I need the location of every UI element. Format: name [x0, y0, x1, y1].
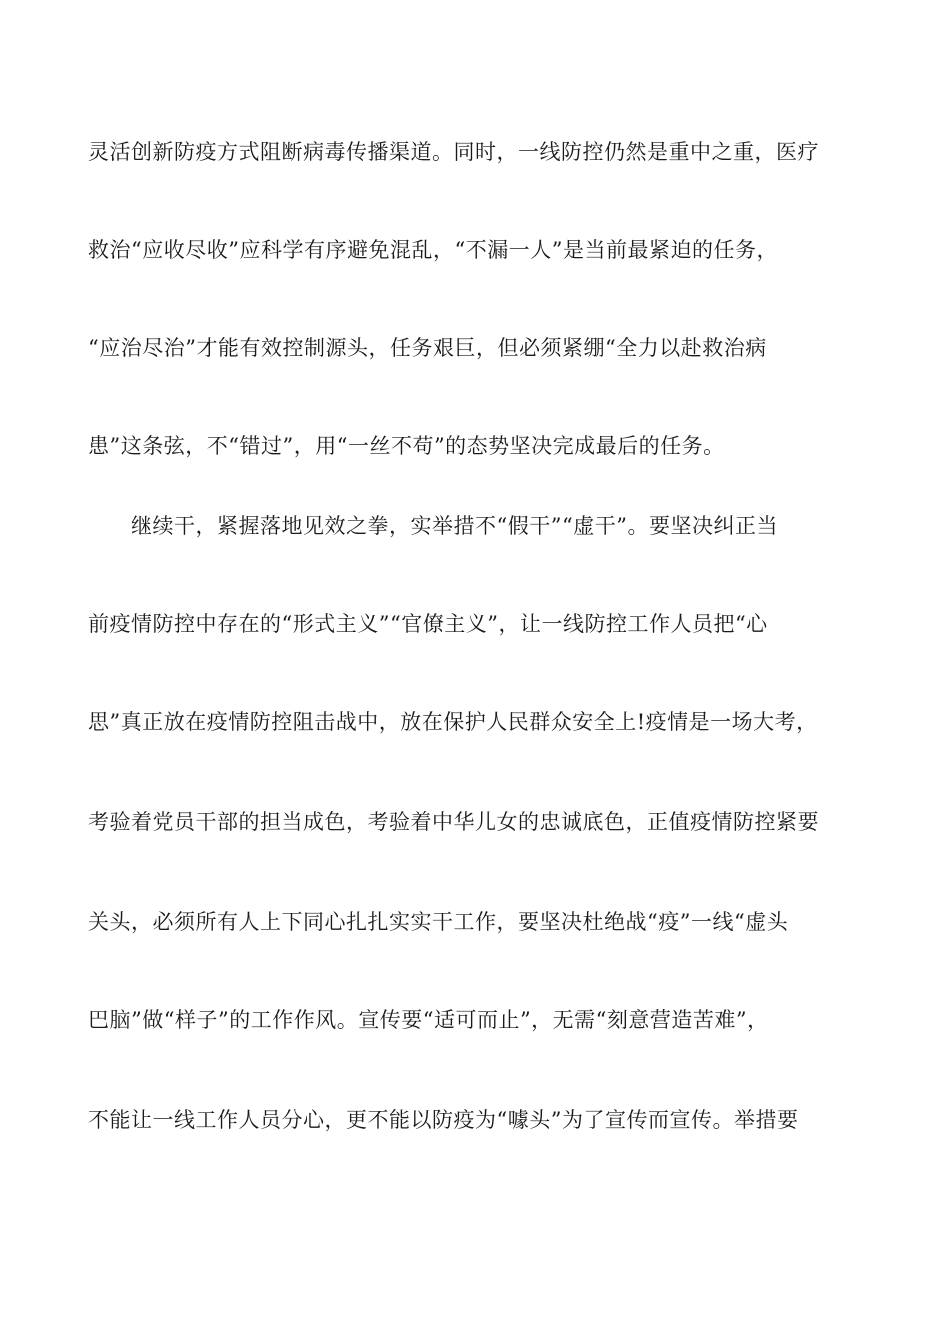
text-line-1: 灵活创新防疫方式阻断病毒传播渠道。同时，一线防控仍然是重中之重，医疗 [88, 140, 819, 164]
paragraph-start-line: 继续干，紧握落地见效之拳，实举措不“假干”“虚干”。要坚决纠正当 [131, 514, 778, 538]
text-line-6: 前疫情防控中存在的“形式主义”“官僚主义”，让一线防控工作人员把“心 [88, 612, 768, 636]
text-line-4: 患”这条弦，不“错过”，用“一丝不苟”的态势坚决完成最后的任务。 [88, 434, 725, 458]
text-line-10: 巴脑”做“样子”的工作作风。宣传要“适可而止”，无需“刻意营造苦难”， [88, 1008, 769, 1032]
text-line-8: 考验着党员干部的担当成色，考验着中华儿女的忠诚底色，正值疫情防控紧要 [88, 810, 819, 834]
text-line-3: “应治尽治”才能有效控制源头，任务艰巨，但必须紧绷“全力以赴救治病 [88, 336, 767, 360]
text-line-2: 救治“应收尽收”应科学有序避免混乱，“不漏一人”是当前最紧迫的任务， [88, 238, 778, 262]
text-line-9: 关头，必须所有人上下同心扎扎实实干工作，要坚决杜绝战“疫”一线“虚头 [88, 910, 789, 934]
text-line-7: 思”真正放在疫情防控阻击战中，放在保护人民群众安全上!疫情是一场大考， [88, 710, 818, 734]
text-line-11: 不能让一线工作人员分心，更不能以防疫为“噱头”为了宣传而宣传。举措要 [88, 1108, 799, 1132]
